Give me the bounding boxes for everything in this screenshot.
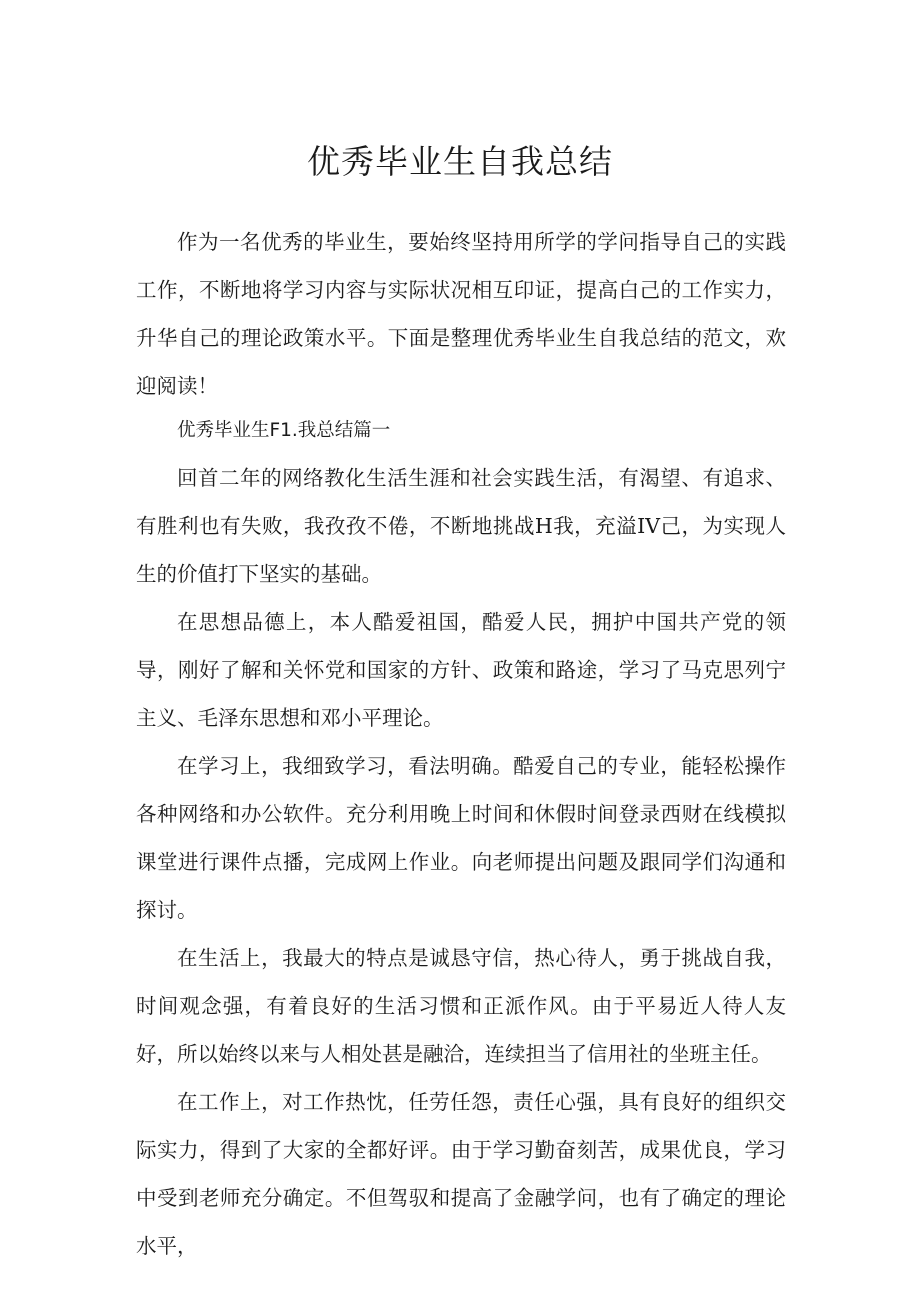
main-content xyxy=(136,454,786,1270)
paragraph-2: 在思想品德上，本人酷爱祖国，酷爱人民，拥护中国共产党的领导，刚好了解和关怀党和国家的方针、政策和路途，学习了马克思列宁主义、毛泽东思想和邓小平理论。 xyxy=(136,610,786,730)
paragraph-5: 在工作上，对工作热忱，任劳任怨，责任心强，具有良好的组织交际实力，得到了大家的全都好评。由于学习勤奋刻苦，成果优良，学习中受到老师充分确定。不但驾驭和提高了金融学问，也有了确定的理论水平， xyxy=(136,1090,786,1258)
intro-block xyxy=(136,218,786,410)
paragraph-1: 回首二年的网络教化生活生涯和社会实践生活，有渴望、有追求、有胜利也有失败，我孜孜不倦，不断地挑战H我，充溢IV己，为实现人生的价值打下坚实的基础。 xyxy=(136,466,786,586)
section-heading: 优秀毕业生F1.我总结篇一 xyxy=(177,420,391,441)
paragraph-4: 在生活上，我最大的特点是诚恳守信，热心待人，勇于挑战自我，时间观念强，有着良好的生活习惯和正派作风。由于平易近人待人友好，所以始终以来与人相处甚是融洽，连续担当了信用社的坐班主任。 xyxy=(136,946,786,1066)
document-title: 优秀毕业生自我总结 xyxy=(307,142,613,181)
intro-paragraph: 作为一名优秀的毕业生，要始终坚持用所学的学问指导自己的实践工作，不断地将学习内容与实际状况相互印证，提高白己的工作实力，升华自己的理论政策水平。下面是整理优秀毕业生自我总结的范文，欢迎阅读！ xyxy=(136,230,786,398)
paragraph-3: 在学习上，我细致学习，看法明确。酷爱自己的专业，能轻松操作各种网络和办公软件。充分利用晚上时间和休假时间登录西财在线模拟课堂进行课件点播，完成网上作业。向老师提出问题及跟同学们沟通和探讨。 xyxy=(136,754,786,922)
